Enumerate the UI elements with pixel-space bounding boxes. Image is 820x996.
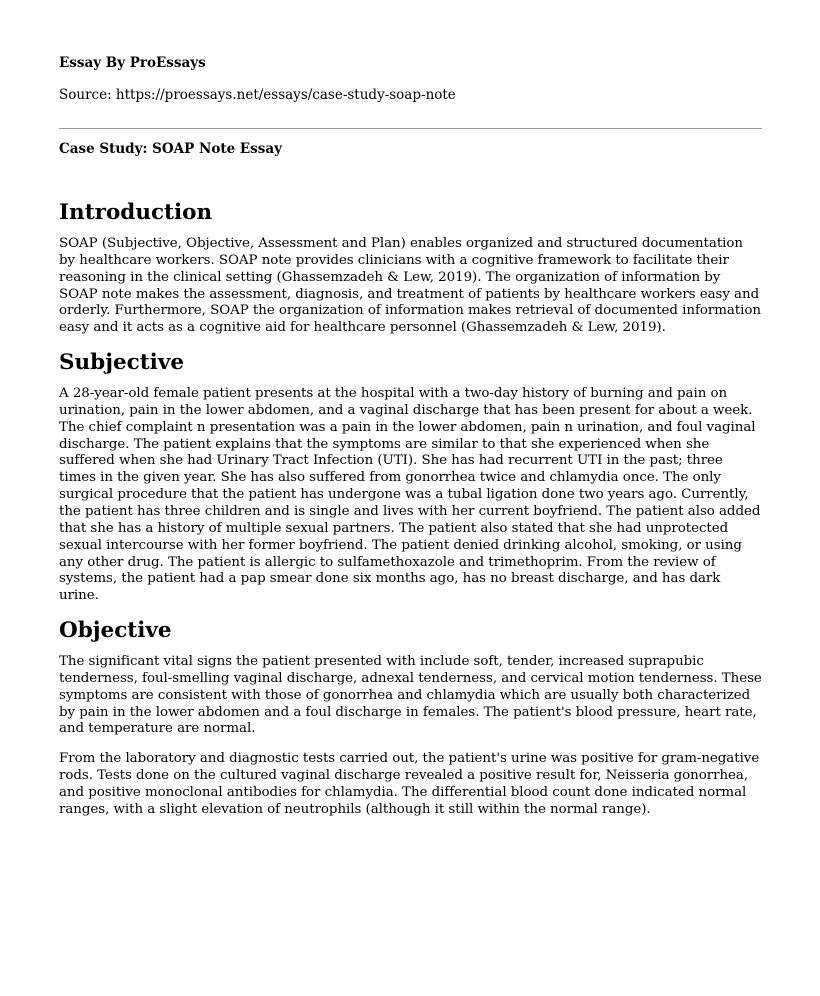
section-subjective [59,350,762,605]
subjective-paragraph: A 28-year-old female patient presents at the hospital with a two-day history of burning and pain on urination, pain in the lower abdomen, and a vaginal discharge that has been present for about a week. The chief complaint n presentation was a pain in the lower abdomen, pain n urination, and foul vaginal discharge. The patient explains that the symptoms are similar to that she experienced when she suffered when she had Urinary Tract Infection (UTI). She has had recurrent UTI in the past; three times in the given year. She has also suffered from gonorrhea twice and chlamydia once. The only surgical procedure that the patient has undergone was a tubal ligation done two years ago. Currently, the patient has three children and is single and lives with her current boyfriend. The patient also added that she has a history of multiple sexual partners. The patient also stated that she had unprotected sexual intercourse with her former boyfriend. The patient denied drinking alcohol, smoking, or using any other drug. The patient is allergic to sulfamethoxazole and trimethoprim. From the review of systems, the patient had a pap smear done six months ago, has no breast discharge, and has dark urine. [59,386,761,604]
objective-paragraph: The significant vital signs the patient presented with include soft, tender, increased suprapubic tenderness, foul-smelling vaginal discharge, adnexal tenderness, and cervical motion tenderness. These symptoms are consistent with those of gonorrhea and chlamydia which are usually both characterized by pain in the lower abdomen and a foul discharge in females. The patient's blood pressure, heart rate, and temperature are normal. [59,654,762,737]
section-heading-subjective: Subjective [59,350,185,376]
essay-source: Source: https://proessays.net/essays/case-study-soap-note [59,87,456,103]
section-heading-introduction: Introduction [59,200,213,225]
document-body [59,200,762,832]
introduction-paragraph: SOAP (Subjective, Objective, Assessment and Plan) enables organized and structured documentation by healthcare workers. SOAP note provides clinicians with a cognitive framework to facilitate their reasoning in the clinical setting (Ghassemzadeh & Lew, 2019). The organization of information by SOAP note makes the assessment, diagnosis, and treatment of patients by healthcare workers easy and orderly. Furthermore, SOAP the organization of information makes retrieval of documented information easy and it acts as a cognitive aid for healthcare personnel (Ghassemzadeh & Lew, 2019). [59,236,761,336]
section-objective [59,618,762,819]
header-divider [59,128,762,129]
objective-paragraph: From the laboratory and diagnostic tests carried out, the patient's urine was positive for gram-negative rods. Tests done on the cultured vaginal discharge revealed a positive result for, Neisseria gonorrhea, and positive monoclonal antibodies for chlamydia. The differential blood count done indicated normal ranges, with a slight elevation of neutrophils (although it still within the normal range). [59,751,760,817]
section-heading-objective: Objective [59,618,172,644]
section-introduction [59,200,762,337]
document-title: Case Study: SOAP Note Essay [59,141,282,157]
essay-byline: Essay By ProEssays [59,55,206,71]
